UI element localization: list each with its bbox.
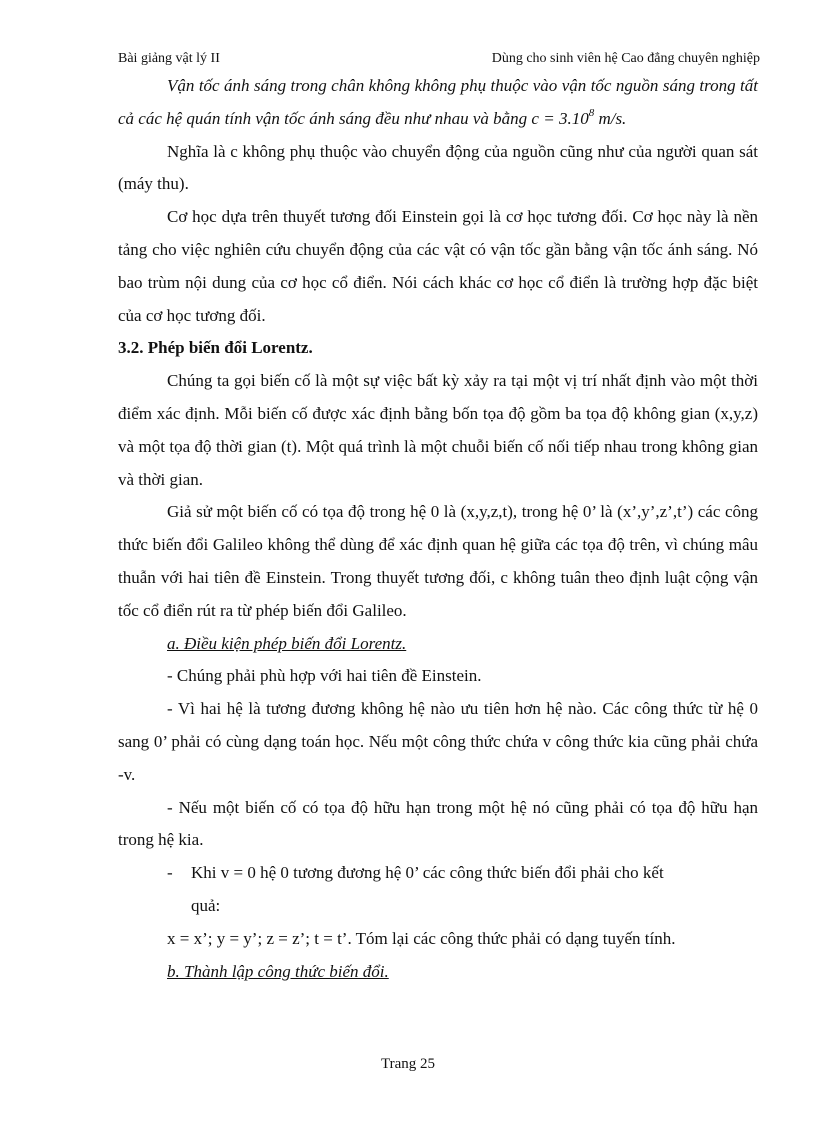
header-audience: Dùng cho sinh viên hệ Cao đẳng chuyên nghiệp: [491, 51, 760, 66]
postulate-unit: m/s.: [594, 108, 627, 128]
header-course-title: Bài giảng vật lý II: [118, 51, 220, 66]
paragraph-events: Chúng ta gọi biến cố là một sự việc bất kỳ xảy ra tại một vị trí nhất định vào một thời điểm xác định. Mỗi biến cố được xác định bằng bốn tọa độ gồm ba tọa độ không gian (x,y,z) và một tọa độ thời gian (t). Một quá trình là một chuỗi biến cố nối tiếp nhau trong không gian và thời gian.: [118, 371, 758, 489]
section-heading: 3.2. Phép biến đổi Lorentz.: [118, 338, 313, 358]
postulate-paragraph: [118, 70, 758, 136]
condition-4-line2: quả:: [191, 895, 221, 915]
page-content: [118, 70, 758, 988]
identity-equation: x = x’; y = y’; z = z’; t = t’. Tóm lại các công thức phải có dạng tuyến tính.: [167, 928, 676, 948]
page-number: Trang 25: [380, 1056, 436, 1072]
page-header: [118, 49, 760, 69]
subsection-a-heading: a. Điều kiện phép biến đổi Lorentz.: [167, 633, 407, 653]
condition-4-dash: -: [167, 863, 173, 883]
paragraph-relativistic-mechanics: Cơ học dựa trên thuyết tương đối Einstein gọi là cơ học tương đối. Cơ học này là nền tảng cho việc nghiên cứu chuyển động của các vật có vận tốc gần bằng vận tốc ánh sáng. Nó bao trùm nội dung của cơ học cổ điển. Nói cách khác cơ học cổ điển là trường hợp đặc biệt của cơ học tương đối.: [118, 207, 758, 325]
postulate-text: Vận tốc ánh sáng trong chân không không phụ thuộc vào vận tốc nguồn sáng trong tất cả các hệ quán tính vận tốc ánh sáng đều như nhau và bằng c = 3.10: [118, 76, 758, 128]
condition-4: [118, 857, 758, 890]
subsection-b-heading: b. Thành lập công thức biến đổi.: [167, 961, 389, 981]
condition-1: - Chúng phải phù hợp với hai tiên đề Einstein.: [167, 666, 482, 686]
condition-4-line1: Khi v = 0 hệ 0 tương đương hệ 0’ các công thức biến đổi phải cho kết: [191, 863, 664, 883]
condition-2: - Vì hai hệ là tương đương không hệ nào ưu tiên hơn hệ nào. Các công thức từ hệ 0 sang 0’ phải có cùng dạng toán học. Nếu một công thức chứa v công thức kia cũng phải chứa -v.: [118, 699, 758, 784]
paragraph-galileo: Giả sử một biến cố có tọa độ trong hệ 0 là (x,y,z,t), trong hệ 0’ là (x’,y’,z’,t’) các công thức biến đổi Galileo không thể dùng để xác định quan hệ giữa các tọa độ trên, vì chúng mâu thuẫn với hai tiên đề Einstein. Trong thuyết tương đối, c không tuân theo định luật cộng vận tốc cổ điển rút ra từ phép biến đổi Galileo.: [118, 502, 758, 620]
condition-3: - Nếu một biến cố có tọa độ hữu hạn trong một hệ nó cũng phải có tọa độ hữu hạn trong hệ kia.: [118, 797, 758, 850]
paragraph-speed-of-light: Nghĩa là c không phụ thuộc vào chuyển động của nguồn cũng như của người quan sát (máy thu).: [118, 141, 758, 194]
postulate-exponent: 8: [588, 106, 595, 119]
